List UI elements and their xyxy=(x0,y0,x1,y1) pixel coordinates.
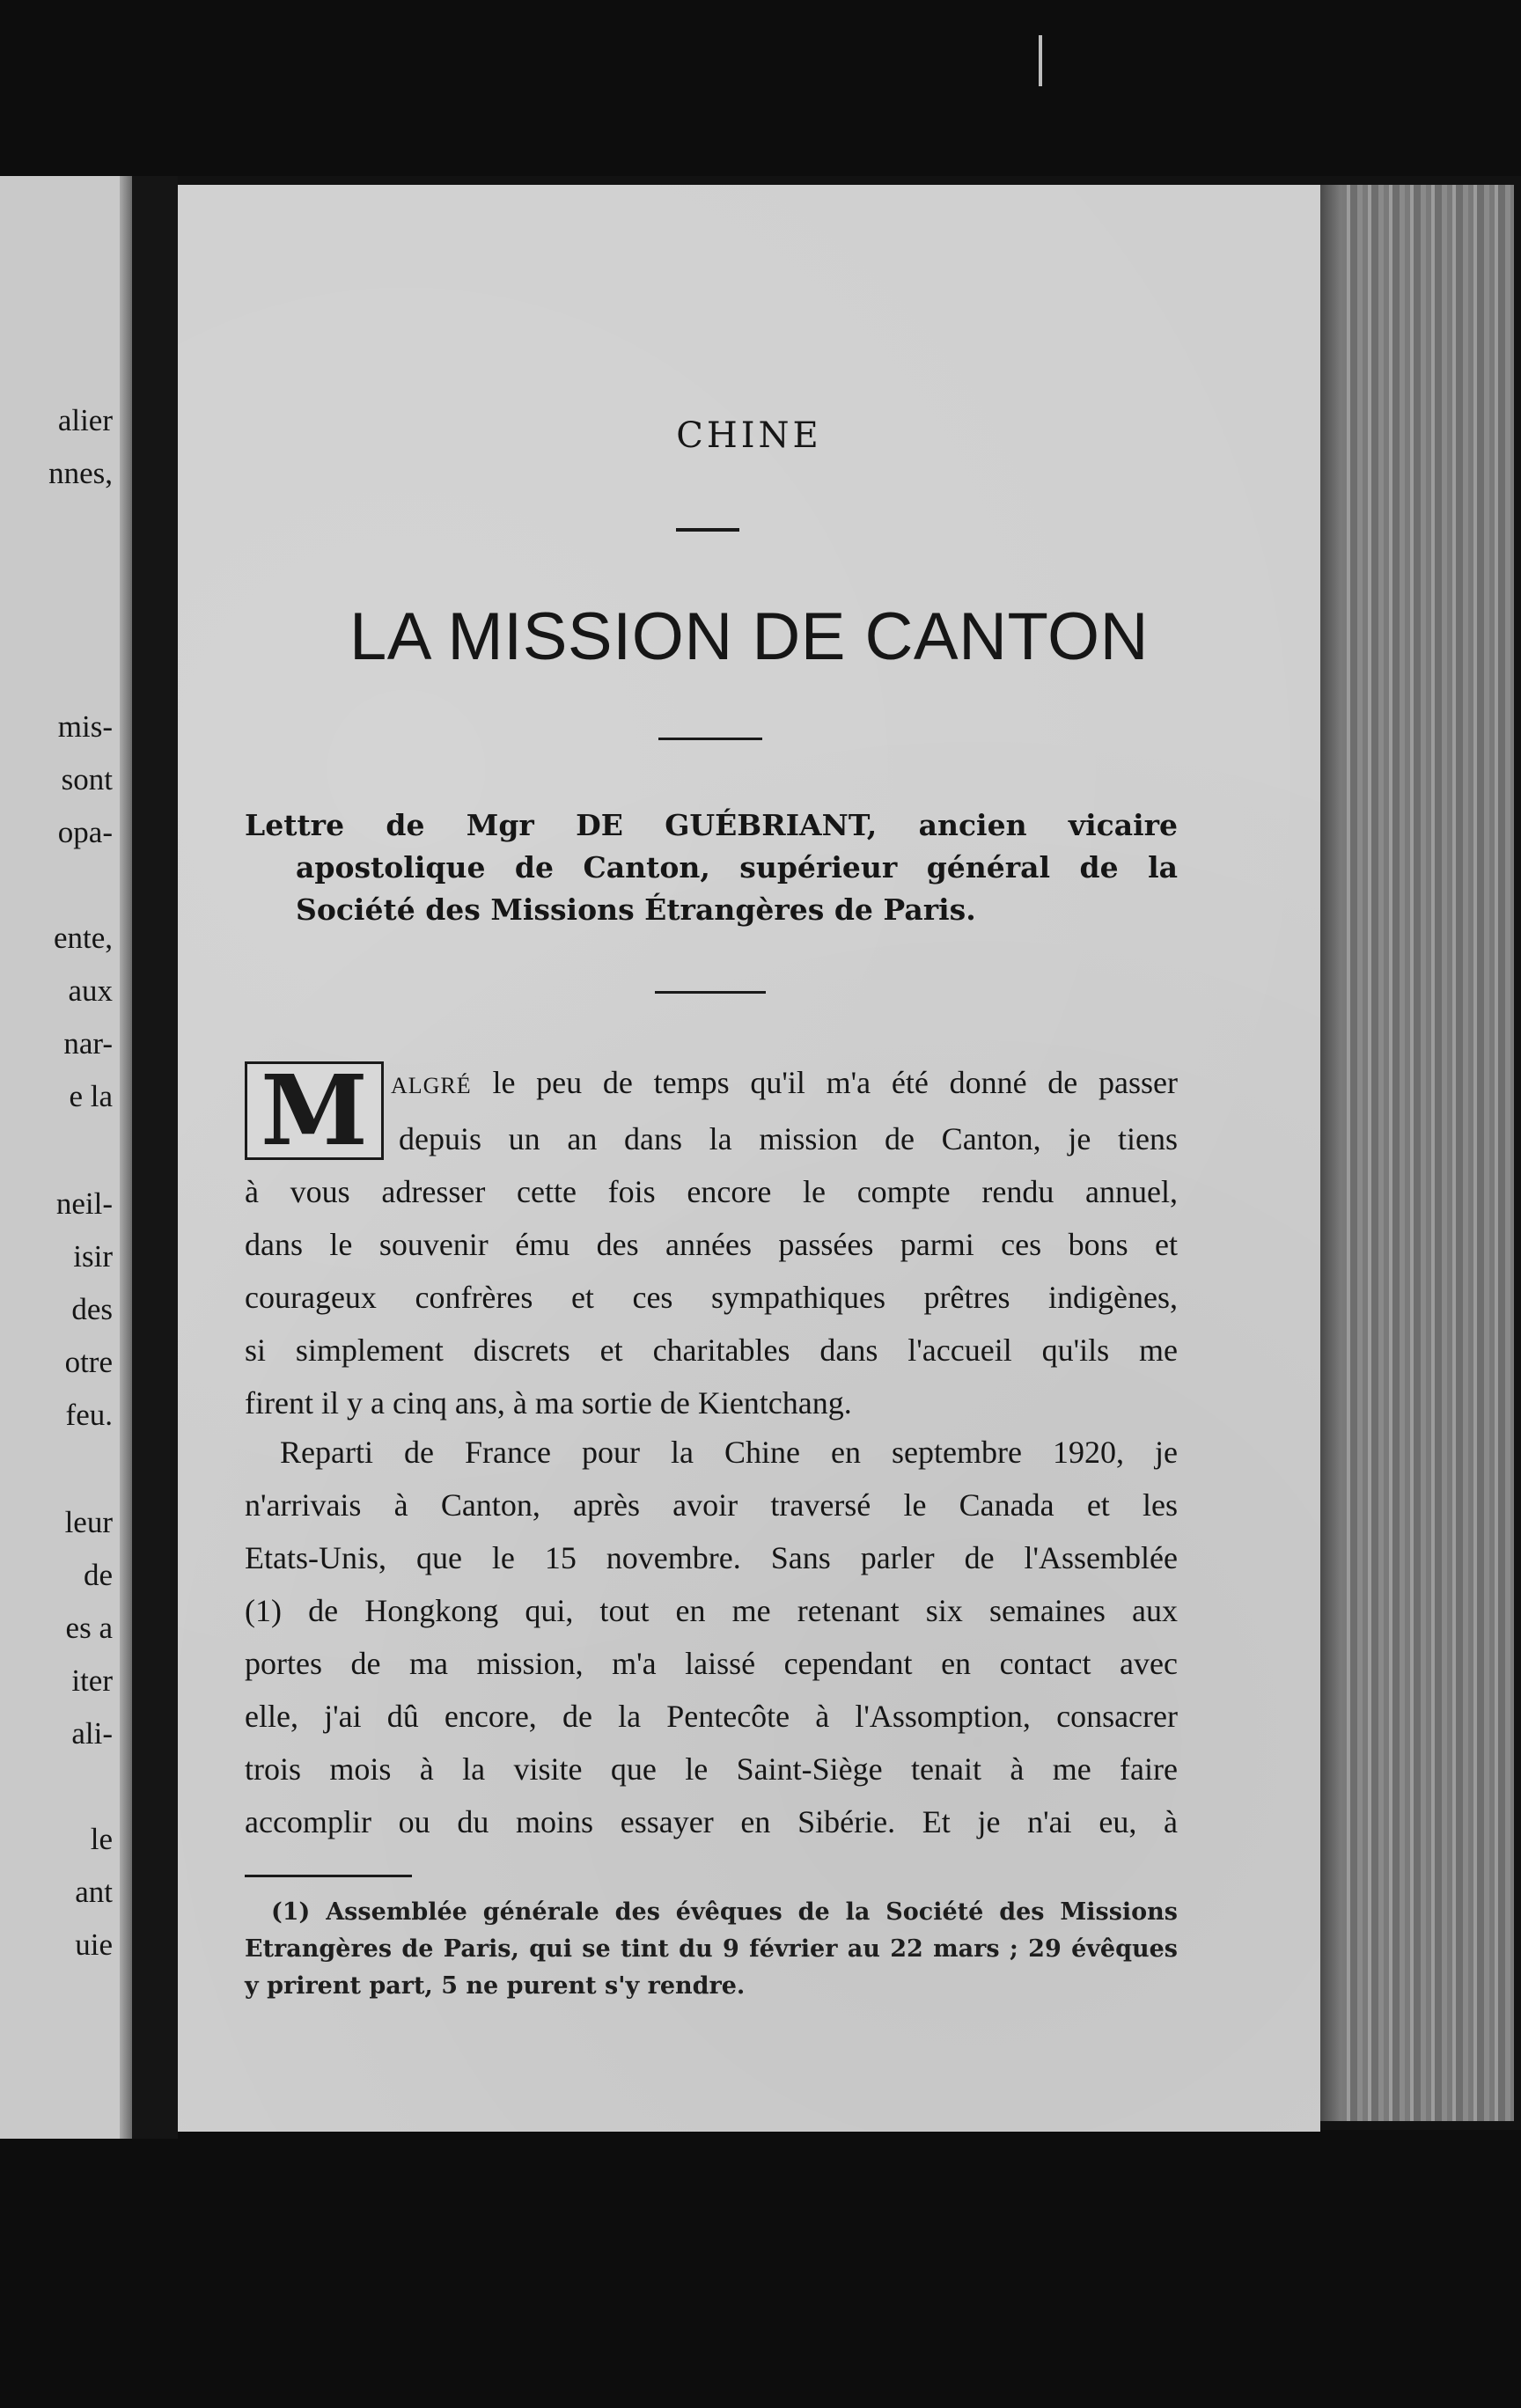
left-page-line: ente, xyxy=(53,921,113,955)
subtitle-line: Société des Missions Étrangères de Paris. xyxy=(296,892,976,927)
left-page-line: opa- xyxy=(57,815,113,849)
body-line: elle, j'ai dû encore, de la Pentecôte à l'Assomption, consacrer xyxy=(245,1699,1178,1734)
article-subtitle xyxy=(245,804,1178,931)
left-page-line: feu. xyxy=(65,1398,113,1432)
left-page-line: otre xyxy=(64,1345,113,1379)
left-page-line: isir xyxy=(73,1239,113,1274)
left-page-line: sont xyxy=(61,762,113,797)
left-page-line: le xyxy=(90,1822,113,1856)
drop-cap-letter: M xyxy=(261,1054,368,1167)
left-page-line: neil- xyxy=(55,1186,113,1221)
body-line: n'arrivais à Canton, après avoir traversé le Canada et les xyxy=(245,1487,1178,1523)
body-line: portes de ma mission, m'a laissé cependant en contact avec xyxy=(245,1646,1178,1681)
section-heading: CHINE xyxy=(676,415,822,456)
body-line: trois mois à la visite que le Saint-Siège tenait à me faire xyxy=(245,1751,1178,1787)
left-page-line: ant xyxy=(75,1875,113,1909)
left-page-line: leur xyxy=(64,1505,113,1539)
left-page-line: nar- xyxy=(63,1026,113,1061)
paragraph-1 xyxy=(245,1056,1178,1429)
left-page-line: e la xyxy=(69,1079,113,1113)
body-line xyxy=(245,1056,1178,1112)
page-stack-edge xyxy=(1320,185,1514,2121)
title-rule xyxy=(658,738,762,740)
heading-rule xyxy=(676,528,739,532)
previous-page-fragment xyxy=(0,176,132,2139)
left-page-line: des xyxy=(71,1292,113,1326)
scanner-bottom-band xyxy=(0,2130,1521,2408)
body-line: si simplement discrets et charitables dans l'accueil qu'ils me xyxy=(245,1332,1178,1368)
body-line-rest: le peu de temps qu'il m'a été donné de passer xyxy=(492,1065,1178,1100)
body-line: Etats-Unis, que le 15 novembre. Sans parler de l'Assemblée xyxy=(245,1540,1178,1575)
footnote-line: Etrangères de Paris, qui se tint du 9 février au 22 mars ; 29 évêques xyxy=(245,1935,1178,1963)
body-line: à vous adresser cette fois encore le compte rendu annuel, xyxy=(245,1174,1178,1209)
body-line: dans le souvenir ému des années passées parmi ces bons et xyxy=(245,1227,1178,1262)
footnote-line: (1) Assemblée générale des évêques de la Société des Missions xyxy=(271,1898,1178,1926)
footnote-line: y prirent part, 5 ne purent s'y rendre. xyxy=(245,1972,746,2000)
previous-page-shadow xyxy=(120,176,132,2139)
scanner-top-band xyxy=(0,0,1521,176)
body-line: depuis un an dans la mission de Canton, je tiens xyxy=(399,1121,1178,1156)
article-title: LA MISSION DE CANTON xyxy=(349,599,1150,674)
page-edge-shadow xyxy=(1320,185,1341,2121)
subtitle-rule xyxy=(655,991,766,994)
body-line: firent il y a cinq ans, à ma sortie de Kientchang. xyxy=(245,1385,852,1421)
left-page-line: de xyxy=(83,1558,113,1592)
body-line: accomplir ou du moins essayer en Sibérie. Et je n'ai eu, à xyxy=(245,1804,1178,1839)
book-gutter xyxy=(132,176,178,2139)
left-page-line: aux xyxy=(68,973,113,1008)
body-line: (1) de Hongkong qui, tout en me retenant six semaines aux xyxy=(245,1593,1178,1628)
subtitle-line: Lettre de Mgr DE GUÉBRIANT, ancien vicaire xyxy=(245,808,1178,842)
body-line: Reparti de France pour la Chine en septembre 1920, je xyxy=(280,1435,1178,1470)
scan-tick-mark xyxy=(1039,35,1042,86)
left-page-line: ali- xyxy=(71,1716,113,1751)
subtitle-line: apostolique de Canton, supérieur général de la xyxy=(296,850,1178,885)
left-page-line: es a xyxy=(65,1611,113,1645)
left-page-line: nnes, xyxy=(48,456,113,490)
left-page-line: iter xyxy=(71,1663,113,1698)
footnote-rule xyxy=(245,1875,412,1877)
left-page-line: uie xyxy=(75,1927,113,1962)
paragraph-2 xyxy=(245,1426,1178,1848)
lead-smallcaps: ALGRÉ xyxy=(391,1073,472,1098)
footnote xyxy=(245,1894,1178,2005)
left-page-line: mis- xyxy=(57,709,113,744)
left-page-line: alier xyxy=(57,403,113,437)
body-line: courageux confrères et ces sympathiques prêtres indigènes, xyxy=(245,1280,1178,1315)
